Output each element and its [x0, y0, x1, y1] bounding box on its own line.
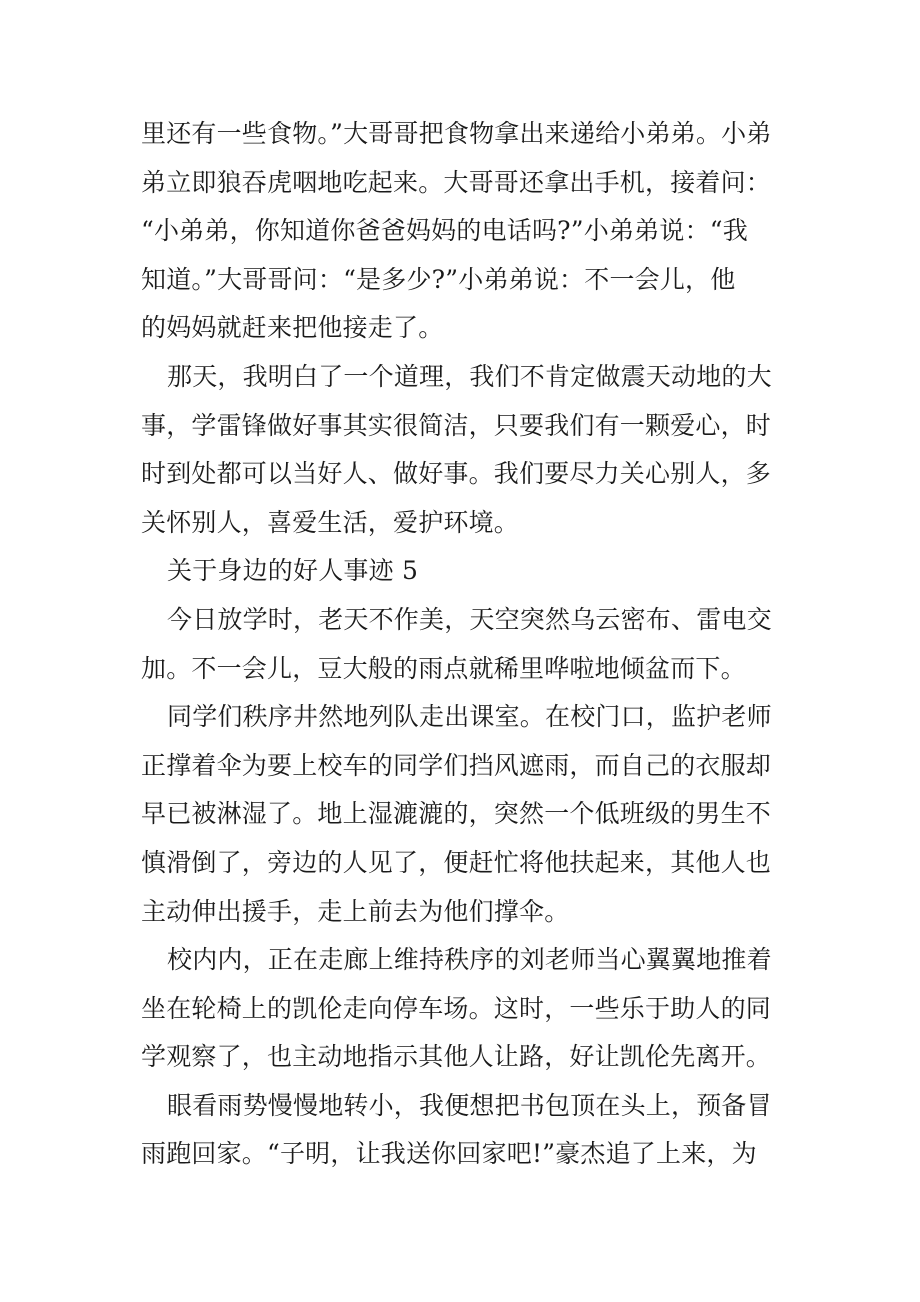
text-line: 的妈妈就赶来把他接走了。 [141, 313, 444, 343]
text-line: 里还有一些食物。”大哥哥把食物拿出来递给小弟弟。小弟 [141, 119, 772, 148]
paragraph-start-line: 同学们秩序井然地列队走出课室。在校门口，监护老师 [167, 702, 772, 732]
text-line: 雨跑回家。“子明，让我送你回家吧!”豪杰追了上来，为 [141, 1139, 757, 1169]
text-line: 坐在轮椅上的凯伦走向停车场。这时，一些乐于助人的同 [141, 993, 772, 1023]
text-line: 正撑着伞为要上校车的同学们挡风遮雨，而自己的衣服却 [141, 750, 772, 780]
text-line: 知道。”大哥哥问：“是多少?”小弟弟说：不一会儿，他 [141, 264, 736, 294]
text-line: 早已被淋湿了。地上湿漉漉的，突然一个低班级的男生不 [141, 799, 772, 829]
text-line: 事，学雷锋做好事其实很简洁，只要我们有一颗爱心，时 [141, 410, 772, 440]
body-text [141, 110, 781, 1179]
text-line: 学观察了，也主动地指示其他人让路，好让凯伦先离开。 [141, 1042, 772, 1072]
text-line: 关怀别人，喜爱生活，爱护环境。 [141, 507, 520, 537]
text-line: 慎滑倒了，旁边的人见了，便赶忙将他扶起来，其他人也 [141, 847, 772, 877]
text-line: 时到处都可以当好人、做好事。我们要尽力关心别人，多 [141, 459, 772, 489]
section-heading: 关于身边的好人事迹 5 [167, 556, 419, 586]
text-line: 加。不一会儿，豆大般的雨点就稀里哗啦地倾盆而下。 [141, 653, 746, 683]
paragraph-start-line: 校内内，正在走廊上维持秩序的刘老师当心翼翼地推着 [167, 945, 772, 975]
paragraph-start-line: 那天，我明白了一个道理，我们不肯定做震天动地的大 [167, 361, 772, 391]
paragraph-start-line: 眼看雨势慢慢地转小，我便想把书包顶在头上，预备冒 [167, 1090, 772, 1120]
text-line: 弟立即狼吞虎咽地吃起来。大哥哥还拿出手机，接着问： [141, 167, 772, 197]
paragraph-start-line: 今日放学时，老天不作美，天空突然乌云密布、雷电交 [167, 604, 772, 634]
text-line: “小弟弟，你知道你爸爸妈妈的电话吗?”小弟弟说：“我 [141, 216, 748, 246]
text-line: 主动伸出援手，走上前去为他们撑伞。 [141, 896, 570, 926]
